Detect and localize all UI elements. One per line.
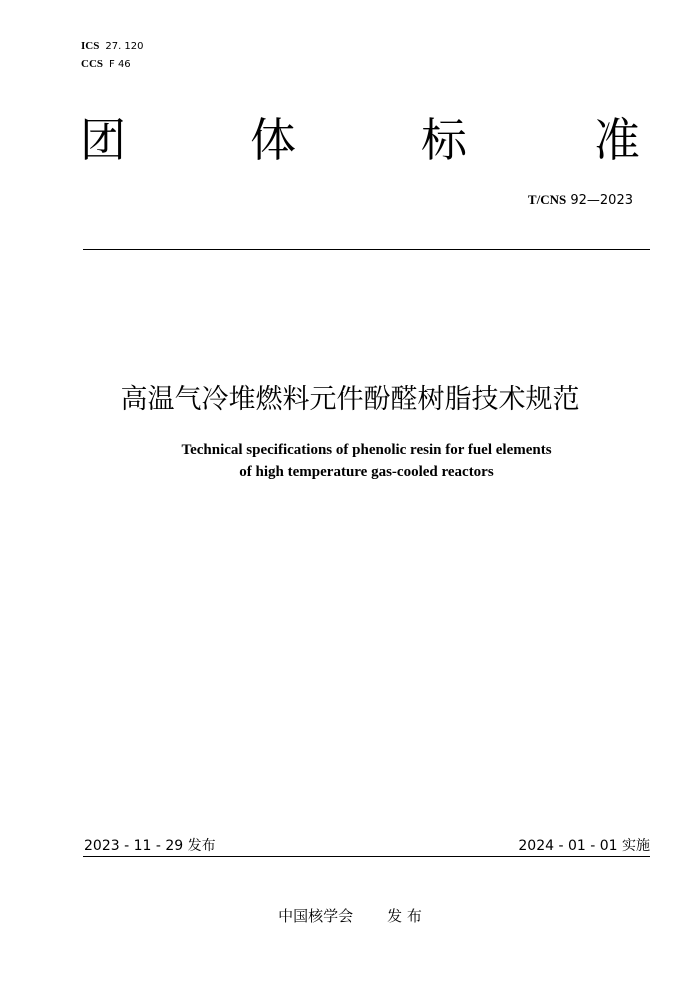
ics-value: 27. 120	[105, 41, 144, 52]
publisher-name: 中国核学会	[278, 907, 354, 925]
title-english-line-2: of high temperature gas-cooled reactors	[239, 464, 494, 480]
publisher	[0, 905, 700, 926]
banner-char-3: 标	[421, 113, 467, 167]
banner-char-4: 准	[594, 113, 640, 167]
banner-char-1: 团	[80, 113, 126, 167]
ics-label: ICS	[81, 40, 100, 52]
top-divider	[83, 249, 650, 250]
standard-num: 92—2023	[570, 193, 633, 208]
publish-date: 2023 - 11 - 29 发布	[84, 838, 216, 854]
bottom-divider	[83, 856, 650, 857]
standard-prefix: T/CNS	[527, 192, 567, 207]
ccs-label: CCS	[81, 58, 104, 70]
ics-code	[81, 34, 144, 53]
ccs-value: F 46	[109, 59, 131, 70]
title-chinese: 高温气冷堆燃料元件酚醛树脂技术规范	[120, 384, 580, 415]
publisher-action: 发 布	[387, 907, 422, 925]
implement-date: 2024 - 01 - 01 实施	[518, 838, 650, 854]
banner-char-2: 体	[250, 113, 296, 167]
ccs-code	[81, 52, 131, 71]
standard-number	[528, 192, 633, 208]
title-english-line-1: Technical specifications of phenolic resin for fuel elements	[181, 442, 552, 458]
